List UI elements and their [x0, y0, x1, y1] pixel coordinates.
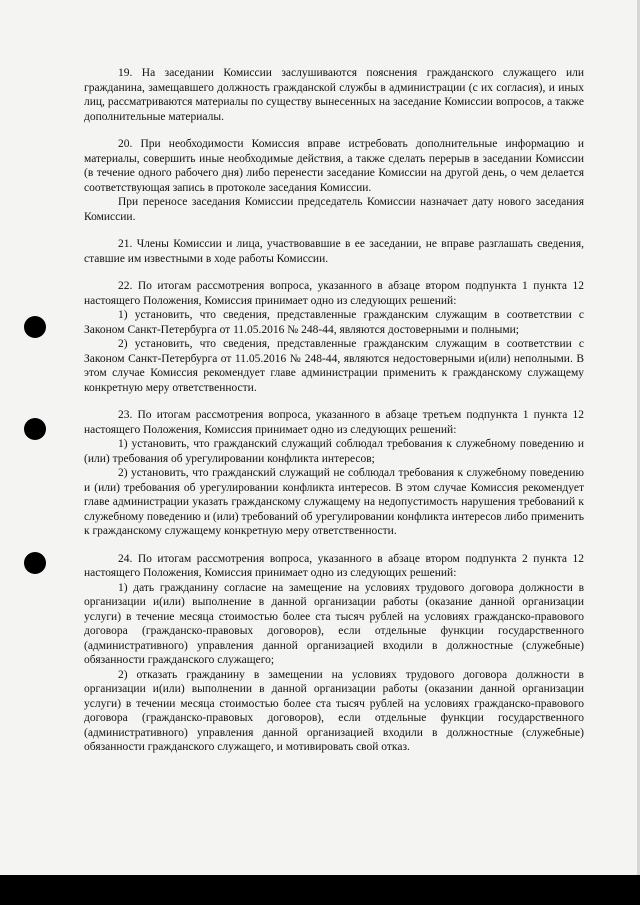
document-body: [84, 66, 584, 755]
punch-hole: [24, 552, 46, 574]
punch-hole: [24, 418, 46, 440]
paragraph-23: 23. По итогам рассмотрения вопроса, указанного в абзаце третьем подпункта 1 пункта 12 настоящего Положения, Комиссия принимает одно из следующих решений:: [84, 409, 584, 436]
paragraph-23-item-2: 2) установить, что гражданский служащий не соблюдал требования к служебному поведению и (или) требования об урегулировании конфликта интересов. В этом случае Комиссия рекомендует главе администрации указать гражданскому служащему на недопустимость нарушения требований к служебному поведению и (или) требований об урегулировании конфликта интересов либо применить к гражданскому служащему конкретную меру ответственности.: [84, 467, 584, 537]
paragraph-19: 19. На заседании Комиссии заслушиваются пояснения гражданского служащего или гражданина, замещавшего должность гражданской службы в администрации (с их согласия), и иных лиц, рассматриваются материалы по существу вынесенных на заседание Комиссии вопросов, а также дополнительные материалы.: [84, 67, 584, 123]
paragraph-24-item-1: 1) дать гражданину согласие на замещение на условиях трудового договора должности в организации и(или) выполнение в данной организации работы (оказание данной организации услуги) в течение месяца стоимостью более ста тысяч рублей на условиях гражданско-правового договора (гражданско-правовых договоров), если отдельные функции государственного (административного) управления данной организацией входили в должностные (служебные) обязанности гражданского служащего;: [84, 581, 584, 666]
paragraph-22-item-2: 2) установить, что сведения, представленные гражданским служащим в соответствии с Законом Санкт-Петербурга от 11.05.2016 № 248-44, являются недостоверными и(или) неполными. В этом случае Комиссия рекомендует главе администрации применить к гражданскому служащему конкретную меру ответственности.: [84, 338, 584, 394]
paragraph-22: 22. По итогам рассмотрения вопроса, указанного в абзаце втором подпункта 1 пункта 12 настоящего Положения, Комиссия принимает одно из следующих решений:: [84, 280, 584, 307]
paragraph-21: 21. Члены Комиссии и лица, участвовавшие в ее заседании, не вправе разглашать сведения, ставшие им известными в ходе работы Комиссии.: [84, 238, 584, 265]
paragraph-24: 24. По итогам рассмотрения вопроса, указанного в абзаце втором подпункта 2 пункта 12 настоящего Положения, Комиссия принимает одно из следующих решений:: [84, 552, 584, 579]
paragraph-20: 20. При необходимости Комиссия вправе истребовать дополнительные информацию и материалы, совершить иные необходимые действия, а также сделать перерыв в заседании Комиссии (в течение одного рабочего дня) либо перенести заседание Комиссии на другой день, о чем делается соответствующая запись в протоколе заседания Комиссии.: [84, 138, 584, 194]
scan-bottom-edge: [0, 875, 640, 905]
paragraph-23-item-1: 1) установить, что гражданский служащий соблюдал требования к служебному поведению и (или) требования об урегулировании конфликта интересов;: [84, 438, 584, 465]
paragraph-20-continuation: При переносе заседания Комиссии председатель Комиссии назначает дату нового заседания Комиссии.: [84, 196, 584, 223]
paragraph-24-item-2: 2) отказать гражданину в замещении на условиях трудового договора должности в организации и(или) выполнении в данной организации работы (оказании данной организации услуги) в течении месяца стоимостью более ста тысяч рублей на условиях гражданско-правового договора (гражданско-правовых договоров), если отдельные функции государственного (административного) управления данной организацией входили в должностные (служебные) обязанности гражданского служащего, и мотивировать свой отказ.: [84, 668, 584, 753]
punch-hole: [24, 316, 46, 338]
paragraph-22-item-1: 1) установить, что сведения, представленные гражданским служащим в соответствии с Законом Санкт-Петербурга от 11.05.2016 № 248-44, являются достоверными и полными;: [84, 309, 584, 336]
